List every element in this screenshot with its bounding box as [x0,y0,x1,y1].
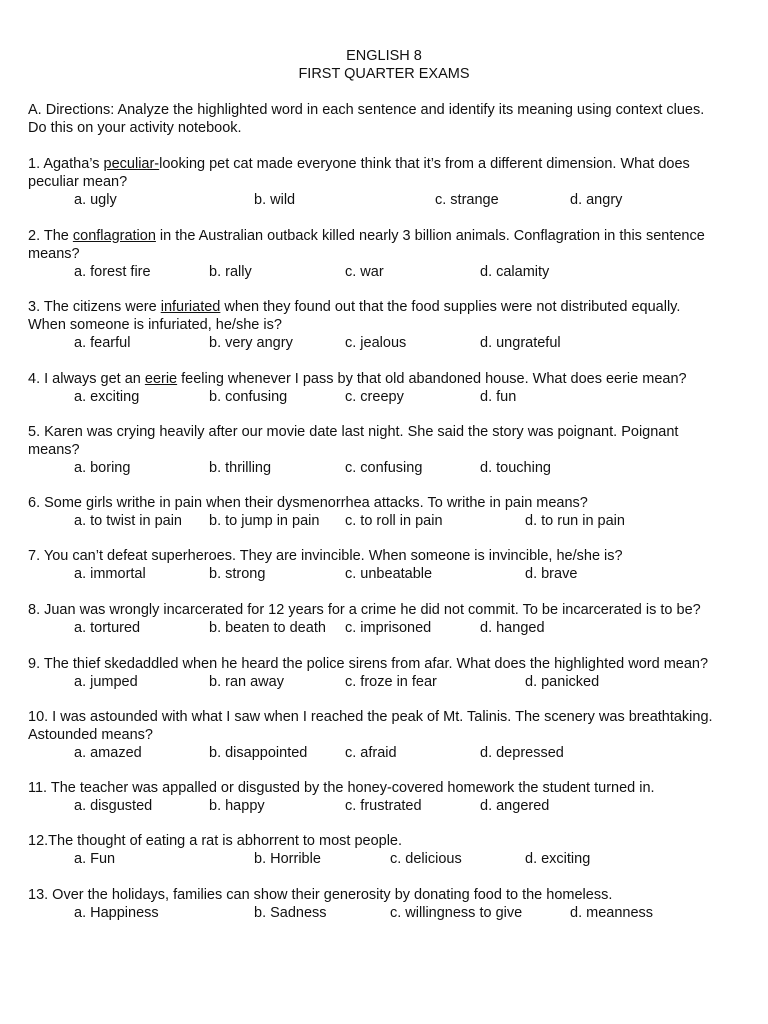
choices [28,850,758,868]
question-3 [28,298,758,352]
question-text-part: 1. Agatha’s [28,156,104,172]
highlighted-word: eerie [144,371,178,387]
question-text: 11. The teacher was appalled or disgusted by the honey-covered homework the student turned in. [28,780,655,796]
choice-b: b. thrilling [209,460,272,476]
question-text: 6. Some girls writhe in pain when their dysmenorrhea attacks. To writhe in pain means? [28,495,588,511]
choice-d: d. touching [480,460,551,476]
question-text-part: 4. I always get an [28,371,145,387]
choice-b: b. very angry [209,335,293,351]
choice-d: d. meanness [570,905,654,921]
choice-d: d. hanged [480,620,545,636]
question-5 [28,423,758,477]
highlighted-word: peculiar- [103,156,160,172]
question-10 [28,708,758,762]
highlighted-word: conflagration [72,228,156,244]
question-text: 5. Karen was crying heavily after our movie date last night. She said the story was poignant. Poignant [28,424,679,440]
choice-c: c. willingness to give [390,905,523,921]
choice-c: c. imprisoned [345,620,432,636]
choice-c: c. war [345,264,384,280]
question-text: 8. Juan was wrongly incarcerated for 12 years for a crime he did not commit. To be incarcerated is to be? [28,602,701,618]
choices [28,459,758,477]
choice-a: a. fearful [74,335,131,351]
question-text-part: in the Australian outback killed nearly 3 billion animals. Conflagration in this sentence [155,228,705,244]
directions-line: A. Directions: Analyze the highlighted word in each sentence and identify its meaning using context clues. [28,102,705,118]
choice-a: a. boring [74,460,131,476]
question-text: 9. The thief skedaddled when he heard the police sirens from afar. What does the highlighted word mean? [28,656,709,672]
choice-b: b. rally [209,264,252,280]
question-text [28,155,758,173]
choice-b: b. strong [209,566,266,582]
exam-title [0,47,768,83]
choice-c: c. afraid [345,745,397,761]
choice-b: b. ran away [209,674,284,690]
choice-b: b. happy [209,798,265,814]
choice-a: a. disgusted [74,798,153,814]
question-text-cont: Astounded means? [28,727,153,743]
question-7 [28,547,758,583]
question-text: 10. I was astounded with what I saw when I reached the peak of Mt. Talinis. The scenery was breathtaking. [28,709,713,725]
choice-a: a. immortal [74,566,146,582]
question-4 [28,370,758,406]
question-text-part: when they found out that the food supplies were not distributed equally. [220,299,681,315]
question-text: 13. Over the holidays, families can show their generosity by donating food to the homeless. [28,887,613,903]
question-text [28,298,758,316]
question-2 [28,227,758,281]
choice-c: c. confusing [345,460,423,476]
choice-c: c. creepy [345,389,404,405]
directions [28,101,758,137]
question-text: 12.The thought of eating a rat is abhorrent to most people. [28,833,403,849]
choice-a: a. Fun [74,851,116,867]
subject-title: ENGLISH 8 [346,48,422,64]
question-text-cont: When someone is infuriated, he/she is? [28,317,282,333]
choice-a: a. to twist in pain [74,513,182,529]
choice-b: b. confusing [209,389,288,405]
choice-b: b. to jump in pain [209,513,320,529]
choices [28,263,758,281]
question-text-cont: peculiar mean? [28,174,128,190]
question-text-cont: means? [28,442,80,458]
choice-b: b. Sadness [254,905,327,921]
question-1 [28,155,758,209]
question-text-cont: means? [28,246,80,262]
question-11 [28,779,758,815]
choice-d: d. panicked [525,674,600,690]
choice-d: d. to run in pain [525,513,625,529]
choice-b: b. beaten to death [209,620,326,636]
choices [28,512,758,530]
choice-c: c. delicious [390,851,462,867]
choice-c: c. froze in fear [345,674,437,690]
question-13 [28,886,758,922]
question-6 [28,494,758,530]
choice-c: c. strange [435,192,499,208]
question-text-part: looking pet cat made everyone think that it’s from a different dimension. What does [159,156,690,172]
exam-subtitle: FIRST QUARTER EXAMS [298,66,470,82]
choice-b: b. wild [254,192,296,208]
choice-a: a. amazed [74,745,142,761]
choices [28,744,758,762]
choice-c: c. to roll in pain [345,513,443,529]
question-text [28,227,758,245]
choice-a: a. ugly [74,192,117,208]
question-8 [28,601,758,637]
choice-d: d. fun [480,389,517,405]
question-text-part: 3. The citizens were [28,299,161,315]
choice-d: d. depressed [480,745,564,761]
choice-d: d. exciting [525,851,591,867]
question-text [28,370,758,388]
question-text: 7. You can’t defeat superheroes. They are invincible. When someone is invincible, he/she is? [28,548,623,564]
question-12 [28,832,758,868]
choice-d: d. angered [480,798,550,814]
question-text-part: 2. The [28,228,73,244]
directions-line: Do this on your activity notebook. [28,120,242,136]
choices [28,334,758,352]
choice-d: d. brave [525,566,578,582]
choice-d: d. angry [570,192,623,208]
choice-d: d. calamity [480,264,550,280]
choices [28,673,758,691]
highlighted-word: infuriated [160,299,221,315]
choices [28,191,758,209]
choice-a: a. exciting [74,389,140,405]
choices [28,797,758,815]
choice-a: a. jumped [74,674,138,690]
choices [28,388,758,406]
choice-c: c. frustrated [345,798,422,814]
choice-d: d. ungrateful [480,335,561,351]
choices [28,904,758,922]
question-text-part: feeling whenever I pass by that old abandoned house. What does eerie mean? [177,371,687,387]
choices [28,619,758,637]
choice-b: b. disappointed [209,745,308,761]
choices [28,565,758,583]
choice-c: c. jealous [345,335,407,351]
choice-c: c. unbeatable [345,566,433,582]
choice-a: a. forest fire [74,264,151,280]
question-9 [28,655,758,691]
choice-a: a. tortured [74,620,141,636]
choice-a: a. Happiness [74,905,159,921]
choice-b: b. Horrible [254,851,321,867]
